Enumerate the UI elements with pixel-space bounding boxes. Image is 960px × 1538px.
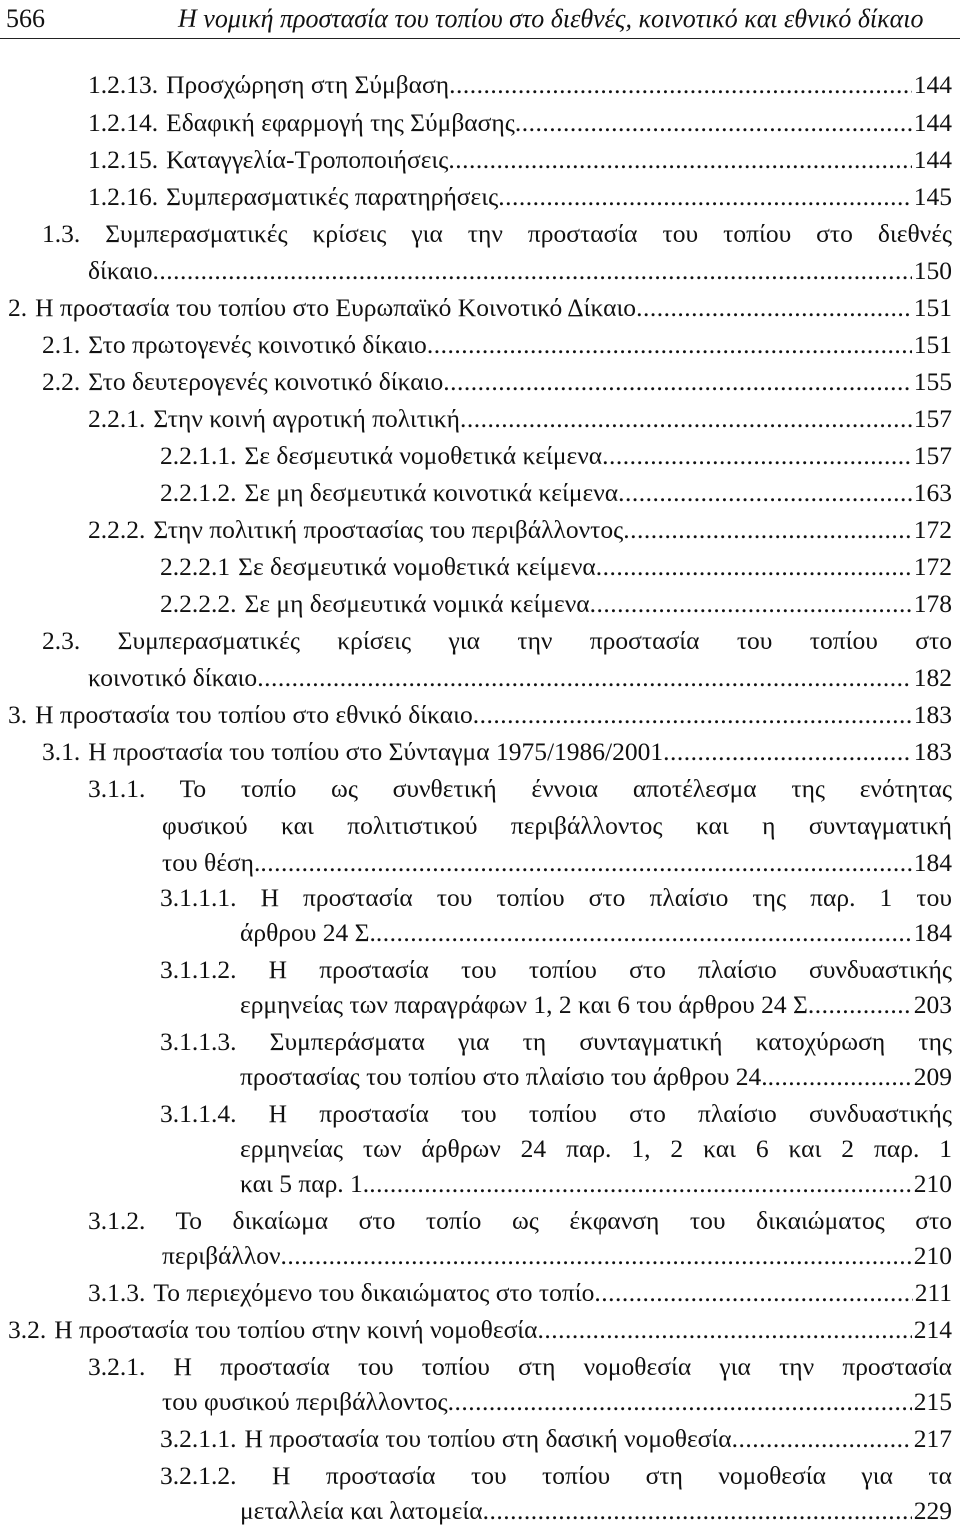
toc-entry-number: 2.1.	[42, 330, 81, 359]
toc-entry-text: Η προστασία του τοπίου στη δασική νομοθεσία	[244, 1424, 732, 1453]
toc-entry-text: του θέση.	[162, 848, 261, 877]
toc-entry-text: 1.3. Συμπερασματικές κρίσεις για την προστασία του τοπίου στο διεθνές	[42, 219, 952, 248]
toc-entry	[240, 1059, 952, 1095]
toc-entry-text: άρθρου 24 Σ.	[240, 918, 376, 947]
toc-entry	[240, 915, 952, 951]
toc-entry-number: 3.1.3.	[88, 1278, 146, 1307]
toc-entry	[42, 327, 952, 363]
toc-entry-text: Στην κοινή αγροτική πολιτική	[153, 404, 460, 433]
toc-entry-text: 3.1.1.4. Η προστασία του τοπίου στο πλαίσιο συνδυαστικής	[160, 1099, 952, 1128]
dot-leader	[376, 915, 912, 951]
dot-leader	[427, 327, 912, 363]
toc-entry-page: 183	[913, 737, 952, 766]
toc-entry-number: 1.2.16.	[88, 182, 159, 211]
toc-entry	[42, 623, 952, 659]
toc-entry-text: κοινοτικό δίκαιο	[88, 663, 258, 692]
toc-entry-number: 2.2.1.	[88, 404, 146, 433]
toc-entry-text: Προσχώρηση στη Σύμβαση	[166, 70, 450, 99]
toc-entry	[160, 952, 952, 988]
toc-entry	[240, 1493, 952, 1529]
toc-entry-text: ερμηνείας των παραγράφων 1, 2 και 6 του άρθρου 24 Σ	[240, 990, 808, 1019]
toc-entry	[88, 1349, 952, 1385]
toc-entry-text: φυσικού και πολιτιστικού περιβάλλοντος και η συνταγματική	[162, 811, 952, 840]
dot-leader	[623, 512, 912, 548]
dot-leader	[369, 1166, 912, 1202]
dot-leader	[260, 845, 911, 881]
toc-entry-text: 2.3. Συμπερασματικές κρίσεις για την προστασία του τοπίου στο	[42, 626, 952, 655]
toc-entry-number: 2.2.1.1.	[160, 441, 237, 470]
toc-entry-page: 182	[913, 663, 952, 692]
dot-leader	[152, 253, 911, 289]
toc-entry-page: 172	[913, 515, 952, 544]
toc-entry	[162, 845, 952, 881]
dot-leader	[732, 1421, 912, 1457]
toc-entry-text: Η προστασία του τοπίου στο Σύνταγμα 1975/1986/2001	[88, 737, 664, 766]
toc-entry-text: Η προστασία του τοπίου στην κοινή νομοθεσία	[54, 1315, 538, 1344]
toc-entry-page: 163	[913, 478, 952, 507]
toc-entry	[240, 987, 952, 1023]
toc-entry-text: 3.1.1.1. Η προστασία του τοπίου στο πλαίσιο της παρ. 1 του	[160, 883, 952, 912]
toc-entry-text: Εδαφική εφαρμογή της Σύμβασης	[166, 108, 515, 137]
toc-entry-page: 151	[913, 330, 952, 359]
toc-entry-text: δίκαιο	[88, 256, 153, 285]
toc-entry-number: 2.2.1.2.	[160, 478, 237, 507]
toc-entry-page: 157	[913, 441, 952, 470]
toc-entry-text: Η προστασία του τοπίου στο εθνικό δίκαιο	[35, 700, 473, 729]
dot-leader	[448, 142, 911, 178]
toc-entry-text: προστασίας του τοπίου στο πλαίσιο του άρθρου 24.	[240, 1062, 768, 1091]
dot-leader	[281, 1238, 912, 1274]
toc-entry-page: 144	[913, 108, 952, 137]
toc-entry	[88, 105, 952, 141]
dot-leader	[483, 1493, 912, 1529]
toc-entry-text: Σε δεσμευτικά νομοθετικά κείμενα	[238, 552, 596, 581]
dot-leader	[618, 475, 912, 511]
dot-leader	[590, 586, 912, 622]
toc-entry-text: Το περιεχόμενο του δικαιώματος στο τοπίο	[153, 1278, 595, 1307]
toc-entry-number: 2.2.2.2.	[160, 589, 237, 618]
toc-entry-page: 215	[913, 1387, 952, 1416]
toc-entry-text: 3.2.1. Η προστασία του τοπίου στη νομοθεσία για την προστασία	[88, 1352, 952, 1381]
toc-entry-page: 144	[913, 70, 952, 99]
toc-entry-page: 211	[914, 1278, 952, 1307]
toc-entry	[8, 290, 952, 326]
toc-entry-page: 155	[913, 367, 952, 396]
toc-entry-text: Σε μη δεσμευτικά νομικά κείμενα	[244, 589, 590, 618]
toc-entry	[160, 1024, 952, 1060]
toc-entry-text: μεταλλεία και λατομεία	[240, 1496, 483, 1525]
toc-entry-text: Η προστασία του τοπίου στο Ευρωπαϊκό Κοινοτικό Δίκαιο	[35, 293, 637, 322]
header-rule	[0, 38, 960, 39]
toc-entry-page: 184	[913, 918, 952, 947]
toc-entry	[240, 1166, 952, 1202]
toc-entry-text: 3.1.1. Το τοπίο ως συνθετική έννοια αποτέλεσμα της ενότητας	[88, 774, 952, 803]
dot-leader	[596, 549, 912, 585]
toc-entry	[88, 1275, 952, 1311]
toc-entry-page: 229	[913, 1496, 952, 1525]
toc-entry-page: 203	[913, 990, 952, 1019]
toc-entry-page: 151	[913, 293, 952, 322]
toc-entry	[42, 364, 952, 400]
toc-entry	[160, 586, 952, 622]
dot-leader	[460, 401, 912, 437]
toc-entry	[160, 475, 952, 511]
toc-entry-number: 3.	[8, 700, 28, 729]
toc-entry-page: 214	[913, 1315, 952, 1344]
toc-entry	[160, 438, 952, 474]
dot-leader	[538, 1312, 912, 1348]
toc-entry	[162, 1238, 952, 1274]
toc-entry-page: 210	[913, 1169, 952, 1198]
dot-leader	[498, 179, 912, 215]
toc-entry	[88, 67, 952, 103]
toc-entry	[88, 512, 952, 548]
toc-entry-number: 2.2.2.1	[160, 552, 231, 581]
toc-entry-number: 3.2.	[8, 1315, 47, 1344]
toc-entry-page: 209	[913, 1062, 952, 1091]
dot-leader	[594, 1275, 912, 1311]
toc-entry	[88, 771, 952, 807]
dot-leader	[257, 660, 912, 696]
toc-entry-text: Καταγγελία-Τροποποιήσεις	[166, 145, 449, 174]
toc-entry	[160, 1096, 952, 1132]
toc-entry	[42, 216, 952, 252]
toc-entry-number: 2.2.	[42, 367, 81, 396]
toc-entry-number: 3.1.	[42, 737, 81, 766]
running-title: Η νομική προστασία του τοπίου στο διεθνές, κοινοτικό και εθνικό δίκαιο	[178, 4, 924, 33]
toc-entry	[42, 734, 952, 770]
toc-entry	[88, 253, 952, 289]
toc-entry-text: και 5 παρ. 1.	[240, 1169, 370, 1198]
toc-entry-page: 150	[913, 256, 952, 285]
toc-entry-page: 145	[913, 182, 952, 211]
toc-entry	[240, 1131, 952, 1167]
toc-entry	[160, 1458, 952, 1494]
dot-leader	[602, 438, 912, 474]
toc-entry	[162, 1384, 952, 1420]
page-number: 566	[6, 4, 45, 33]
dot-leader	[768, 1059, 912, 1095]
toc-entry-page: 144	[913, 145, 952, 174]
dot-leader	[448, 1384, 912, 1420]
dot-leader	[473, 697, 912, 733]
toc-entry-page: 184	[913, 848, 952, 877]
toc-entry-page: 217	[913, 1424, 952, 1453]
toc-entry-number: 3.2.1.1.	[160, 1424, 237, 1453]
toc-entry-page: 183	[913, 700, 952, 729]
toc-entry-page: 210	[913, 1241, 952, 1270]
dot-leader	[443, 364, 912, 400]
dot-leader	[663, 734, 912, 770]
toc-entry-number: 1.2.14.	[88, 108, 159, 137]
toc-entry-number: 2.2.2.	[88, 515, 146, 544]
toc-entry	[88, 660, 952, 696]
toc-entry-text: του φυσικού περιβάλλοντος	[162, 1387, 448, 1416]
toc-entry	[160, 549, 952, 585]
toc-entry-page: 172	[913, 552, 952, 581]
dot-leader	[449, 67, 912, 103]
toc-entry-number: 1.2.13.	[88, 70, 159, 99]
toc-entry-number: 2.	[8, 293, 28, 322]
toc-entry	[160, 880, 952, 916]
toc-entry-page: 178	[913, 589, 952, 618]
toc-entry-text: 3.1.1.3. Συμπεράσματα για τη συνταγματική κατοχύρωση της	[160, 1027, 952, 1056]
toc-entry	[8, 1312, 952, 1348]
toc-entry-text: 3.1.1.2. Η προστασία του τοπίου στο πλαίσιο συνδυαστικής	[160, 955, 952, 984]
toc-entry-text: Στο πρωτογενές κοινοτικό δίκαιο	[88, 330, 427, 359]
toc-entry	[88, 401, 952, 437]
toc-entry-text: 3.2.1.2. Η προστασία του τοπίου στη νομοθεσία για τα	[160, 1461, 952, 1490]
toc-entry-text: περιβάλλον	[162, 1241, 281, 1270]
toc-entry	[160, 1421, 952, 1457]
toc-entry	[162, 808, 952, 844]
toc-entry	[88, 1203, 952, 1239]
toc-entry-number: 1.2.15.	[88, 145, 159, 174]
toc-entry-text: 3.1.2. Το δικαίωμα στο τοπίο ως έκφανση του δικαιώματος στο	[88, 1206, 952, 1235]
toc-entry	[88, 142, 952, 178]
toc-entry-text: Στο δευτερογενές κοινοτικό δίκαιο	[88, 367, 444, 396]
dot-leader	[636, 290, 912, 326]
toc-entry-text: Σε μη δεσμευτικά κοινοτικά κείμενα	[244, 478, 619, 507]
toc-entry-text: ερμηνείας των άρθρων 24 παρ. 1, 2 και 6 και 2 παρ. 1	[240, 1134, 952, 1163]
dot-leader	[515, 105, 912, 141]
toc-entry	[8, 697, 952, 733]
dot-leader	[808, 987, 912, 1023]
toc-entry	[88, 179, 952, 215]
toc-entry-text: Συμπερασματικές παρατηρήσεις	[166, 182, 499, 211]
toc-entry-page: 157	[913, 404, 952, 433]
toc-entry-text: Στην πολιτική προστασίας του περιβάλλοντος	[153, 515, 624, 544]
toc-entry-text: Σε δεσμευτικά νομοθετικά κείμενα	[244, 441, 603, 470]
running-header	[0, 0, 960, 42]
